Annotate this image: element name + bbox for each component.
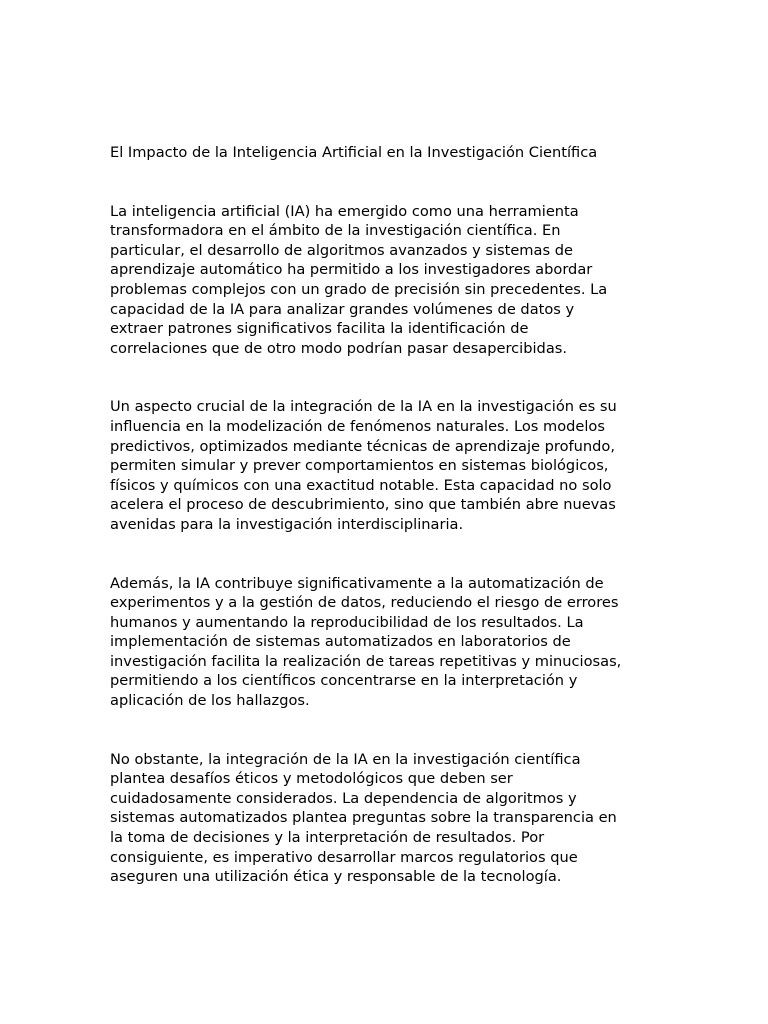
text-line: avenidas para la investigación interdisciplinaria. <box>110 515 464 533</box>
text-line: aseguren una utilización ética y responsable de la tecnología. <box>110 868 562 886</box>
text-line: permitiendo a los científicos concentrarse en la interpretación y <box>110 672 578 690</box>
text-line: La inteligencia artificial (IA) ha emergido como una herramienta <box>110 202 579 220</box>
text-line: consiguiente, es imperativo desarrollar marcos regulatorios que <box>110 848 578 866</box>
text-line: experimentos y a la gestión de datos, reduciendo el riesgo de errores <box>110 594 619 612</box>
text-line: Un aspecto crucial de la integración de la IA en la investigación es su <box>110 398 617 416</box>
paragraph-1 <box>110 202 655 359</box>
text-line: sistemas automatizados plantea preguntas sobre la transparencia en <box>110 809 617 827</box>
document-body <box>110 143 655 926</box>
text-line: la toma de decisiones y la interpretación de resultados. Por <box>110 829 545 847</box>
paragraph-4 <box>110 750 655 887</box>
text-line: permiten simular y prever comportamientos en sistemas biológicos, <box>110 457 609 475</box>
text-line: Además, la IA contribuye significativamente a la automatización de <box>110 574 604 592</box>
text-line: investigación facilita la realización de tareas repetitivas y minuciosas, <box>110 652 622 670</box>
paragraph-2 <box>110 397 655 534</box>
text-line: plantea desafíos éticos y metodológicos que deben ser <box>110 770 513 788</box>
text-line: problemas complejos con un grado de precisión sin precedentes. La <box>110 280 608 298</box>
text-line: humanos y aumentando la reproducibilidad de los resultados. La <box>110 613 584 631</box>
text-line: aplicación de los hallazgos. <box>110 692 310 710</box>
text-line: influencia en la modelización de fenómenos naturales. Los modelos <box>110 417 605 435</box>
text-line: acelera el proceso de descubrimiento, sino que también abre nuevas <box>110 496 616 514</box>
text-line: cuidadosamente considerados. La dependencia de algoritmos y <box>110 789 577 807</box>
text-line: transformadora en el ámbito de la investigación científica. En <box>110 222 561 240</box>
text-line: correlaciones que de otro modo podrían pasar desapercibidas. <box>110 339 568 357</box>
text-line: físicos y químicos con una exactitud notable. Esta capacidad no solo <box>110 476 612 494</box>
text-line: implementación de sistemas automatizados en laboratorios de <box>110 633 571 651</box>
document-title: El Impacto de la Inteligencia Artificial en la Investigación Científica <box>110 144 598 161</box>
text-line: No obstante, la integración de la IA en la investigación científica <box>110 750 581 768</box>
paragraph-3 <box>110 574 655 711</box>
text-line: aprendizaje automático ha permitido a los investigadores abordar <box>110 261 593 279</box>
text-line: capacidad de la IA para analizar grandes volúmenes de datos y <box>110 300 575 318</box>
text-line: particular, el desarrollo de algoritmos avanzados y sistemas de <box>110 241 573 259</box>
text-line: predictivos, optimizados mediante técnicas de aprendizaje profundo, <box>110 437 615 455</box>
text-line: extraer patrones significativos facilita la identificación de <box>110 320 529 338</box>
